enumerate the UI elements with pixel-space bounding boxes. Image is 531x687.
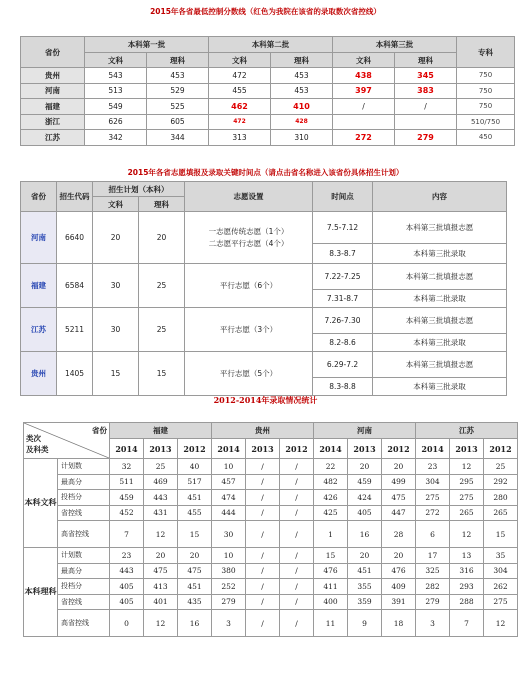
header-sci: 理科 — [147, 53, 209, 68]
value-cell: 469 — [144, 474, 178, 490]
value-cell: 275 — [450, 490, 484, 506]
table-row — [24, 548, 518, 564]
value-cell: 288 — [450, 594, 484, 610]
table-row — [21, 83, 515, 99]
year-header: 2012 — [178, 439, 212, 459]
value-cell: 409 — [382, 579, 416, 595]
zhuan-cell: 750 — [457, 68, 515, 84]
header-arts: 文科 — [209, 53, 271, 68]
value-cell: 262 — [484, 579, 518, 595]
value-cell: 447 — [382, 505, 416, 521]
time-cell: 8.3-8.8 — [313, 378, 373, 396]
row-label: 最高分 — [58, 474, 110, 490]
value-cell: 443 — [144, 490, 178, 506]
key-dates-rows — [21, 212, 507, 396]
year-header: 2012 — [484, 439, 518, 459]
score-cell: 453 — [271, 83, 333, 99]
title-history: 2012-2014年录取情况统计 — [213, 395, 318, 405]
time-cell: 7.5-7.12 — [313, 212, 373, 244]
province-cell[interactable]: 浙江 — [21, 114, 85, 130]
value-cell: 431 — [144, 505, 178, 521]
history-rows — [24, 459, 518, 637]
table-row — [24, 490, 518, 506]
header-province-3: 江苏 — [416, 423, 518, 439]
score-cell: 313 — [209, 130, 271, 146]
value-cell: / — [280, 490, 314, 506]
value-cell: 25 — [484, 459, 518, 475]
value-cell: 12 — [144, 521, 178, 548]
value-cell: 295 — [450, 474, 484, 490]
history-table — [23, 422, 518, 637]
code-cell: 6584 — [57, 264, 93, 308]
value-cell: / — [280, 610, 314, 637]
zhuan-cell: 450 — [457, 130, 515, 146]
value-cell: 32 — [110, 459, 144, 475]
score-cell: 626 — [85, 114, 147, 130]
value-cell: 40 — [178, 459, 212, 475]
year-header: 2013 — [348, 439, 382, 459]
score-cell: 410 — [271, 99, 333, 115]
row-label: 计划数 — [58, 459, 110, 475]
score-cell: 345 — [395, 68, 457, 84]
value-cell: 304 — [484, 563, 518, 579]
table-row — [24, 594, 518, 610]
row-label: 省控线 — [58, 505, 110, 521]
value-cell: 459 — [348, 474, 382, 490]
score-cell: 397 — [333, 83, 395, 99]
content-cell: 本科第三批录取 — [373, 334, 507, 352]
value-cell: 459 — [110, 490, 144, 506]
title-key-dates: 2015年各省志愿填报及录取关键时间点（请点击省名称进入该省份具体招生计划） — [127, 168, 404, 177]
value-cell: / — [246, 474, 280, 490]
year-header: 2012 — [382, 439, 416, 459]
score-cell: 344 — [147, 130, 209, 146]
value-cell: 7 — [110, 521, 144, 548]
value-cell: 7 — [450, 610, 484, 637]
header-code: 招生代码 — [57, 182, 93, 212]
header-arts: 文科 — [93, 197, 139, 212]
content-cell: 本科第三批录取 — [373, 378, 507, 396]
score-cell: 272 — [333, 130, 395, 146]
table-row — [21, 130, 515, 146]
value-cell: 455 — [178, 505, 212, 521]
score-cell — [333, 114, 395, 130]
time-cell: 7.26-7.30 — [313, 308, 373, 334]
value-cell: 15 — [314, 548, 348, 564]
value-cell: / — [280, 459, 314, 475]
code-cell: 1405 — [57, 352, 93, 396]
year-header: 2014 — [212, 439, 246, 459]
key-dates-table — [20, 181, 507, 396]
value-cell: 18 — [382, 610, 416, 637]
province-link[interactable]: 江苏 — [21, 308, 57, 352]
province-cell[interactable]: 福建 — [21, 99, 85, 115]
score-cell: 428 — [271, 114, 333, 130]
score-cell: 529 — [147, 83, 209, 99]
value-cell: 10 — [212, 459, 246, 475]
value-cell: / — [280, 579, 314, 595]
value-cell: 1 — [314, 521, 348, 548]
value-cell: 474 — [212, 490, 246, 506]
content-cell: 本科第二批录取 — [373, 290, 507, 308]
value-cell: 517 — [178, 474, 212, 490]
year-header: 2014 — [314, 439, 348, 459]
year-header: 2013 — [144, 439, 178, 459]
value-cell: 499 — [382, 474, 416, 490]
value-cell: 23 — [110, 548, 144, 564]
header-province: 省份 — [21, 182, 57, 212]
score-cell: 472 — [209, 68, 271, 84]
table-row — [24, 505, 518, 521]
value-cell: 293 — [450, 579, 484, 595]
value-cell: 3 — [212, 610, 246, 637]
value-cell: 475 — [382, 490, 416, 506]
value-cell: 20 — [144, 548, 178, 564]
row-label: 最高分 — [58, 563, 110, 579]
setup-line: 一志愿传统志愿（1个） — [208, 226, 289, 236]
year-header: 2012 — [280, 439, 314, 459]
score-cell: / — [395, 99, 457, 115]
table-row — [21, 212, 507, 244]
value-cell: 400 — [314, 594, 348, 610]
province-link[interactable]: 贵州 — [21, 352, 57, 396]
table-row — [24, 610, 518, 637]
value-cell: 451 — [348, 563, 382, 579]
content-cell: 本科第三批填报志愿 — [373, 308, 507, 334]
row-label: 投档分 — [58, 490, 110, 506]
value-cell: 401 — [144, 594, 178, 610]
score-cell: 472 — [209, 114, 271, 130]
corner-top-label: 省份 — [92, 426, 107, 435]
value-cell: 359 — [348, 594, 382, 610]
value-cell: 15 — [484, 521, 518, 548]
plan-arts-cell: 30 — [93, 264, 139, 308]
value-cell: 380 — [212, 563, 246, 579]
row-label: 省控线 — [58, 594, 110, 610]
time-cell: 6.29-7.2 — [313, 352, 373, 378]
value-cell: 17 — [416, 548, 450, 564]
code-cell: 5211 — [57, 308, 93, 352]
score-cell: 310 — [271, 130, 333, 146]
header-sci: 理科 — [139, 197, 185, 212]
value-cell: 20 — [382, 459, 416, 475]
header-content: 内容 — [373, 182, 507, 212]
code-cell: 6640 — [57, 212, 93, 264]
value-cell: / — [246, 579, 280, 595]
value-cell: 9 — [348, 610, 382, 637]
plan-arts-cell: 20 — [93, 212, 139, 264]
row-label: 计划数 — [58, 548, 110, 564]
header-province-0: 福建 — [110, 423, 212, 439]
score-cell: 453 — [147, 68, 209, 84]
corner-header — [24, 423, 110, 459]
value-cell: 6 — [416, 521, 450, 548]
year-header: 2014 — [110, 439, 144, 459]
value-cell: 292 — [484, 474, 518, 490]
value-cell: 280 — [484, 490, 518, 506]
title-min-scores: 2015年各省最低控制分数线（红色为我院在该省的录取数次省控线） — [150, 7, 381, 16]
value-cell: / — [280, 548, 314, 564]
value-cell: 411 — [314, 579, 348, 595]
value-cell: 10 — [212, 548, 246, 564]
setup-line: 二志愿平行志愿（4个） — [208, 238, 289, 248]
header-plan: 招生计划（本科） — [93, 182, 185, 197]
value-cell: 476 — [382, 563, 416, 579]
value-cell: 30 — [212, 521, 246, 548]
score-cell: 342 — [85, 130, 147, 146]
value-cell: / — [280, 474, 314, 490]
table-row — [24, 521, 518, 548]
table-row — [21, 308, 507, 334]
header-sci: 理科 — [395, 53, 457, 68]
zhuan-cell: 750 — [457, 99, 515, 115]
setup-cell — [185, 308, 313, 352]
plan-sci-cell: 25 — [139, 264, 185, 308]
value-cell: 3 — [416, 610, 450, 637]
score-cell: 383 — [395, 83, 457, 99]
value-cell: 13 — [450, 548, 484, 564]
plan-sci-cell: 20 — [139, 212, 185, 264]
value-cell: 424 — [348, 490, 382, 506]
value-cell: 20 — [348, 548, 382, 564]
header-province-2: 河南 — [314, 423, 416, 439]
value-cell: 457 — [212, 474, 246, 490]
value-cell: 22 — [314, 459, 348, 475]
corner-bottom-label: 类次 及科类 — [26, 434, 49, 454]
value-cell: 16 — [348, 521, 382, 548]
setup-line: 平行志愿（5个） — [219, 368, 278, 378]
setup-cell — [185, 264, 313, 308]
value-cell: 20 — [348, 459, 382, 475]
value-cell: 482 — [314, 474, 348, 490]
score-cell: 513 — [85, 83, 147, 99]
value-cell: 35 — [484, 548, 518, 564]
row-label: 高省控线 — [58, 521, 110, 548]
table-row — [21, 114, 515, 130]
header-setup: 志愿设置 — [185, 182, 313, 212]
value-cell: 252 — [212, 579, 246, 595]
time-cell: 8.2-8.6 — [313, 334, 373, 352]
header-zhuan: 专科 — [457, 37, 515, 68]
content-cell: 本科第三批录取 — [373, 244, 507, 264]
score-cell: 279 — [395, 130, 457, 146]
value-cell: 405 — [110, 579, 144, 595]
value-cell: / — [246, 610, 280, 637]
plan-arts-cell: 15 — [93, 352, 139, 396]
value-cell: / — [246, 594, 280, 610]
time-cell: 8.3-8.7 — [313, 244, 373, 264]
value-cell: 413 — [144, 579, 178, 595]
table-row — [24, 563, 518, 579]
time-cell: 7.31-8.7 — [313, 290, 373, 308]
value-cell: 23 — [416, 459, 450, 475]
value-cell: / — [280, 594, 314, 610]
value-cell: 426 — [314, 490, 348, 506]
value-cell: 325 — [416, 563, 450, 579]
table-row — [24, 579, 518, 595]
score-cell: 549 — [85, 99, 147, 115]
value-cell: / — [280, 521, 314, 548]
setup-cell — [185, 352, 313, 396]
group-label: 本科理科 — [24, 548, 58, 637]
value-cell: / — [280, 505, 314, 521]
value-cell: / — [246, 505, 280, 521]
value-cell: 435 — [178, 594, 212, 610]
plan-sci-cell: 15 — [139, 352, 185, 396]
value-cell: / — [246, 563, 280, 579]
setup-line: 平行志愿（6个） — [219, 280, 278, 290]
score-cell: / — [333, 99, 395, 115]
value-cell: 16 — [178, 610, 212, 637]
header-arts: 文科 — [333, 53, 395, 68]
score-cell: 525 — [147, 99, 209, 115]
score-cell — [395, 114, 457, 130]
table-row — [24, 474, 518, 490]
value-cell: 444 — [212, 505, 246, 521]
year-header: 2013 — [450, 439, 484, 459]
year-header: 2013 — [246, 439, 280, 459]
value-cell: 20 — [382, 548, 416, 564]
value-cell: 12 — [484, 610, 518, 637]
zhuan-cell: 750 — [457, 83, 515, 99]
value-cell: 279 — [212, 594, 246, 610]
value-cell: / — [246, 490, 280, 506]
row-label: 投档分 — [58, 579, 110, 595]
content-cell: 本科第二批填报志愿 — [373, 264, 507, 290]
value-cell: 265 — [450, 505, 484, 521]
min-score-table — [20, 36, 515, 146]
plan-sci-cell: 25 — [139, 308, 185, 352]
value-cell: 282 — [416, 579, 450, 595]
content-cell: 本科第三批填报志愿 — [373, 352, 507, 378]
value-cell: 476 — [314, 563, 348, 579]
zhuan-cell: 510/750 — [457, 114, 515, 130]
value-cell: 443 — [110, 563, 144, 579]
value-cell: 451 — [178, 490, 212, 506]
setup-line: 平行志愿（3个） — [219, 324, 278, 334]
value-cell: 25 — [144, 459, 178, 475]
header-batch1: 本科第一批 — [85, 37, 209, 53]
value-cell: 475 — [178, 563, 212, 579]
year-header: 2014 — [416, 439, 450, 459]
value-cell: 475 — [144, 563, 178, 579]
score-cell: 438 — [333, 68, 395, 84]
header-time: 时间点 — [313, 182, 373, 212]
score-cell: 605 — [147, 114, 209, 130]
header-province-1: 贵州 — [212, 423, 314, 439]
value-cell: 355 — [348, 579, 382, 595]
value-cell: 275 — [416, 490, 450, 506]
table-row — [24, 459, 518, 475]
province-link[interactable]: 河南 — [21, 212, 57, 264]
value-cell: 279 — [416, 594, 450, 610]
value-cell: 452 — [110, 505, 144, 521]
score-cell: 462 — [209, 99, 271, 115]
row-label: 高省控线 — [58, 610, 110, 637]
value-cell: 12 — [144, 610, 178, 637]
value-cell: / — [246, 548, 280, 564]
value-cell: 316 — [450, 563, 484, 579]
header-arts: 文科 — [85, 53, 147, 68]
value-cell: / — [246, 459, 280, 475]
value-cell: 405 — [110, 594, 144, 610]
table-row — [21, 352, 507, 378]
province-link[interactable]: 福建 — [21, 264, 57, 308]
min-score-rows — [21, 68, 515, 146]
value-cell: 391 — [382, 594, 416, 610]
value-cell: 304 — [416, 474, 450, 490]
score-cell: 543 — [85, 68, 147, 84]
province-cell[interactable]: 贵州 — [21, 68, 85, 84]
value-cell: 511 — [110, 474, 144, 490]
group-label: 本科文科 — [24, 459, 58, 548]
header-batch2: 本科第二批 — [209, 37, 333, 53]
time-cell: 7.22-7.25 — [313, 264, 373, 290]
value-cell: 405 — [348, 505, 382, 521]
value-cell: / — [280, 563, 314, 579]
header-province: 省份 — [21, 37, 85, 68]
value-cell: 11 — [314, 610, 348, 637]
setup-cell — [185, 212, 313, 264]
value-cell: / — [246, 521, 280, 548]
score-cell: 453 — [271, 68, 333, 84]
table-row — [21, 264, 507, 290]
value-cell: 451 — [178, 579, 212, 595]
value-cell: 15 — [178, 521, 212, 548]
table-row — [21, 68, 515, 84]
value-cell: 12 — [450, 459, 484, 475]
header-batch3: 本科第三批 — [333, 37, 457, 53]
content-cell: 本科第三批填报志愿 — [373, 212, 507, 244]
value-cell: 265 — [484, 505, 518, 521]
province-cell[interactable]: 江苏 — [21, 130, 85, 146]
value-cell: 12 — [450, 521, 484, 548]
header-sci: 理科 — [271, 53, 333, 68]
plan-arts-cell: 30 — [93, 308, 139, 352]
value-cell: 275 — [484, 594, 518, 610]
table-row — [21, 99, 515, 115]
province-cell[interactable]: 河南 — [21, 83, 85, 99]
value-cell: 425 — [314, 505, 348, 521]
value-cell: 28 — [382, 521, 416, 548]
value-cell: 272 — [416, 505, 450, 521]
value-cell: 0 — [110, 610, 144, 637]
value-cell: 20 — [178, 548, 212, 564]
score-cell: 455 — [209, 83, 271, 99]
